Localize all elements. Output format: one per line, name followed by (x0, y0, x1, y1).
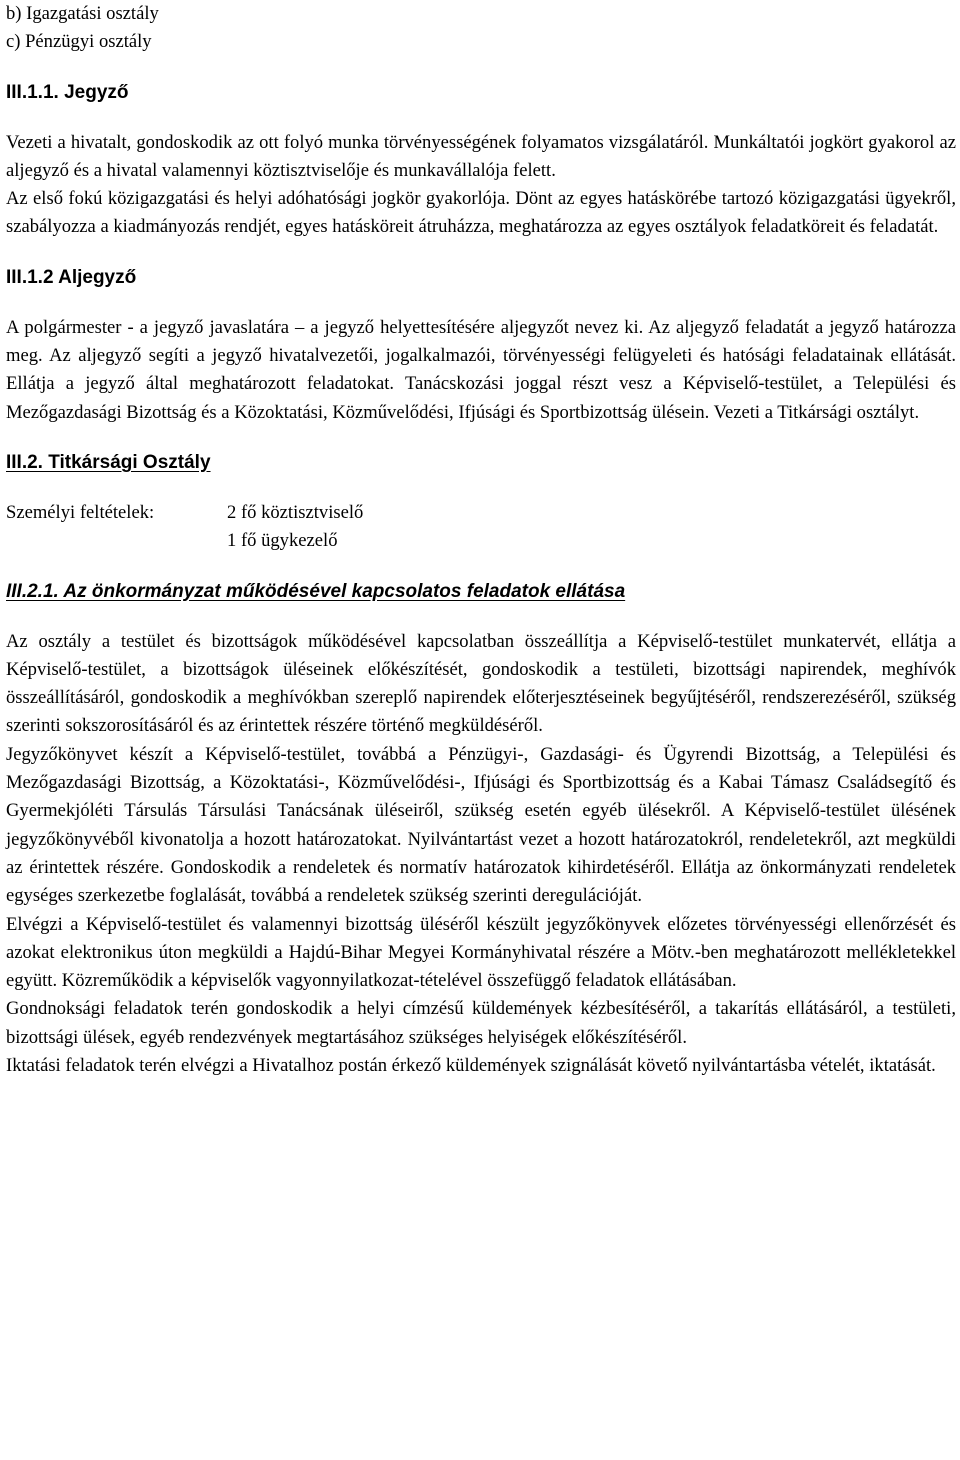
staffing-civil-servants: 2 fő köztisztviselő (227, 501, 364, 523)
heading-aljegyzo: III.1.2 Aljegyző (6, 266, 137, 288)
staffing-block (6, 499, 956, 556)
paragraph-iktatasi-feladatok: Iktatási feladatok terén elvégzi a Hivatalhoz postán érkező küldemények szignálását követő nyilvántartásba vételét, iktatását. (6, 1055, 936, 1077)
paragraph-gondnoksagi-feladatok: Gondnoksági feladatok terén gondoskodik a helyi címzésű küldemények kézbesítéséről, a takarítás ellátásáról, a testületi, bizottsági ülések, egyéb rendezvények megtartásához szükséges helyiségek előkészítéséről. (6, 998, 956, 1048)
paragraph-jegyzo-duties: Vezeti a hivatalt, gondoskodik az ott folyó munka törvényességének folyamatos vizsgálatáról. Munkáltatói jogkört gyakorol az aljegyző és a hivatal valamennyi köztisztviselője és munkavállalója felett. (6, 131, 956, 181)
staffing-label: Személyi feltételek: (6, 501, 155, 523)
heading-jegyzo: III.1.1. Jegyző (6, 81, 129, 103)
heading-onkormanyzat-feladatok: III.2.1. Az önkormányzat működésével kapcsolatos feladatok ellátása (6, 580, 626, 602)
paragraph-jegyzokonyv: Jegyzőkönyvet készít a Képviselő-testület, továbbá a Pénzügyi-, Gazdasági- és Ügyrendi Bizottság, a Települési és Mezőgazdasági Bizottság, a Közoktatási-, Közművelődési-, Ifjúsági és Sportbizottság és a Kabai Támasz Családsegítő és Gyermekjóléti Társulás Társulási Tanácsának üléseiről, szükség esetén egyéb ülésekről. A Képviselő-testület ülésének jegyzőkönyvéből kivonatolja a hozott határozatokat. Nyilvántartást vezet a hozott határozatokról, rendeletekről, azt megküldi az érintettek részére. Gondoskodik a rendeletek és normatív határozatok kihirdetéséről. Ellátja az önkormányzati rendeletek egységes szerkezetbe foglalását, továbbá a rendeletek szükség szerinti deregulációját. (6, 743, 956, 907)
heading-titkarsagi-osztaly: III.2. Titkársági Osztály (6, 451, 211, 473)
staffing-clerk: 1 fő ügykezelő (227, 530, 338, 552)
paragraph-testulet-munkaterv: Az osztály a testület és bizottságok működésével kapcsolatban összeállítja a Képviselő-testület munkatervét, ellátja a Képviselő-testület, a bizottságok üléseinek előkészítését, gondoskodik a testületi, bizottsági napirendek, meghívók összeállításáról, gondoskodik a meghívókban szereplő napirendek előterjesztéseinek begyűjtéséről, rendszerezéséről, szükség szerinti sokszorosításáról és az érintettek részére történő megküldéséről. (6, 630, 956, 737)
list-item-c: c) Pénzügyi osztály (6, 31, 152, 53)
paragraph-torvenyessegi-ellenorzes: Elvégzi a Képviselő-testület és valamennyi bizottság üléséről készült jegyzőkönyvek előzetes törvényességi ellenőrzését és azokat elektronikus úton megküldi a Hajdú-Bihar Megyei Kormányhivatal részére a Mötv.-ben meghatározott mellékletekkel együtt. Közreműködik a képviselők vagyonnyilatkozat-tételével összefüggő feladatok ellátásában. (6, 913, 956, 992)
list-item-b: b) Igazgatási osztály (6, 3, 159, 24)
paragraph-jegyzo-authority: Az első fokú közigazgatási és helyi adóhatósági jogkör gyakorlója. Dönt az egyes hatáskörébe tartozó közigazgatási ügyekről, szabályozza a kiadmányozás rendjét, egyes hatásköreit átruházza, meghatározza az egyes osztályok feladatköreit és feladatát. (6, 188, 956, 238)
paragraph-aljegyzo: A polgármester - a jegyző javaslatára – a jegyző helyettesítésére aljegyzőt nevez ki. Az aljegyző feladatát a jegyző határozza meg. Az aljegyző segíti a jegyző hivatalvezetői, jogalkalmazói, törvényességi felügyeleti és hatósági feladatainak ellátását. Ellátja a jegyző által meghatározott feladatokat. Tanácskozási joggal részt vesz a Képviselő-testület, a Települési és Mezőgazdasági Bizottság és a Közoktatási, Közművelődési, Ifjúsági és Sportbizottság ülésein. Vezeti a Titkársági osztályt. (6, 316, 956, 423)
document-page (6, 0, 956, 1080)
